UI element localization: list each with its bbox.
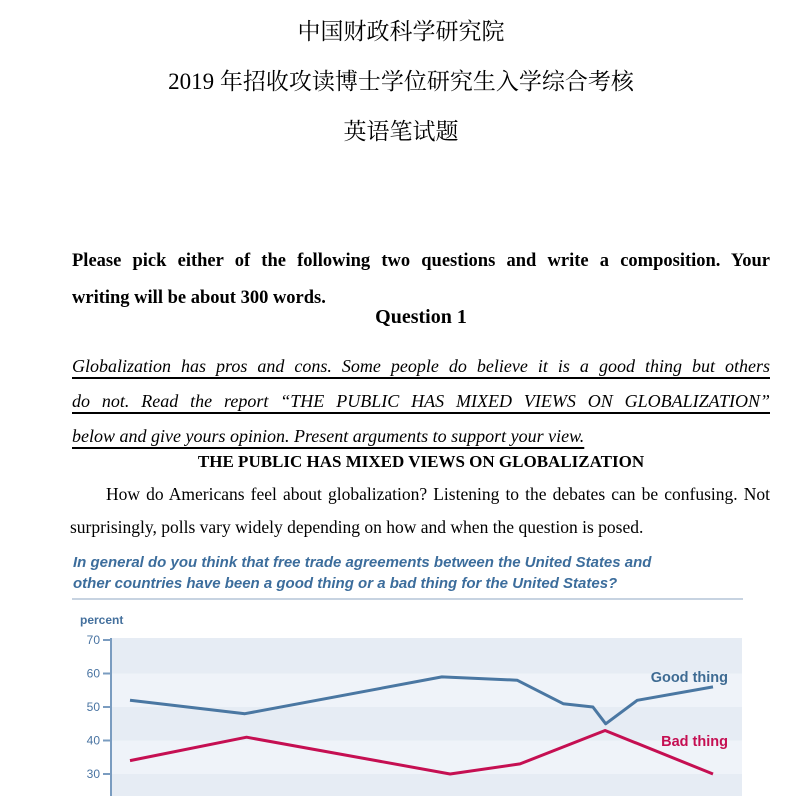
report-paragraph — [70, 478, 770, 544]
chart-question-line: other countries have been a good thing or a bad thing for the United States? — [73, 575, 618, 592]
plot-band — [112, 707, 742, 741]
plot-band — [112, 638, 742, 674]
y-tick-label: 30 — [86, 767, 100, 781]
y-axis-unit-label: percent — [80, 613, 124, 627]
chart-question-line: In general do you think that free trade agreements between the United States and — [73, 554, 652, 571]
report-paragraph-line: How do Americans feel about globalization? Listening to the debates can be confusing. Not — [106, 484, 770, 504]
prompt-line: Globalization has pros and cons. Some people do believe it is a good thing but others — [72, 356, 770, 376]
instruction-line: Please pick either of the following two questions and write a composition. Your — [72, 251, 770, 271]
institute-title: 中国财政科学研究院 — [297, 19, 505, 44]
divider-rule — [72, 598, 743, 600]
y-tick-label: 60 — [86, 666, 100, 681]
y-tick-label: 50 — [86, 700, 100, 714]
report-paragraph-line: surprisingly, polls vary widely depending on how and when the question is posed. — [70, 517, 644, 537]
legend-bad-thing: Bad thing — [661, 734, 728, 750]
chart-question-title — [73, 552, 718, 594]
legend-good-thing: Good thing — [650, 670, 728, 686]
exam-title: 2019 年招收攻读博士学位研究生入学综合考核 — [168, 69, 634, 94]
prompt-line: do not. Read the report “THE PUBLIC HAS MIXED VIEWS ON GLOBALIZATION” — [72, 391, 770, 411]
y-tick-label: 40 — [86, 733, 100, 748]
y-tick-label: 70 — [86, 633, 100, 647]
subject-title: 英语笔试题 — [343, 119, 459, 144]
trend-chart — [80, 632, 750, 796]
question-1-title: Question 1 — [375, 306, 467, 328]
plot-band — [112, 774, 742, 796]
prompt-line: below and give yours opinion. Present arguments to support your view. — [72, 426, 585, 446]
question-1-prompt — [72, 349, 770, 454]
instruction-line: writing will be about 300 words. — [72, 288, 326, 308]
report-heading: THE PUBLIC HAS MIXED VIEWS ON GLOBALIZATION — [197, 452, 645, 471]
